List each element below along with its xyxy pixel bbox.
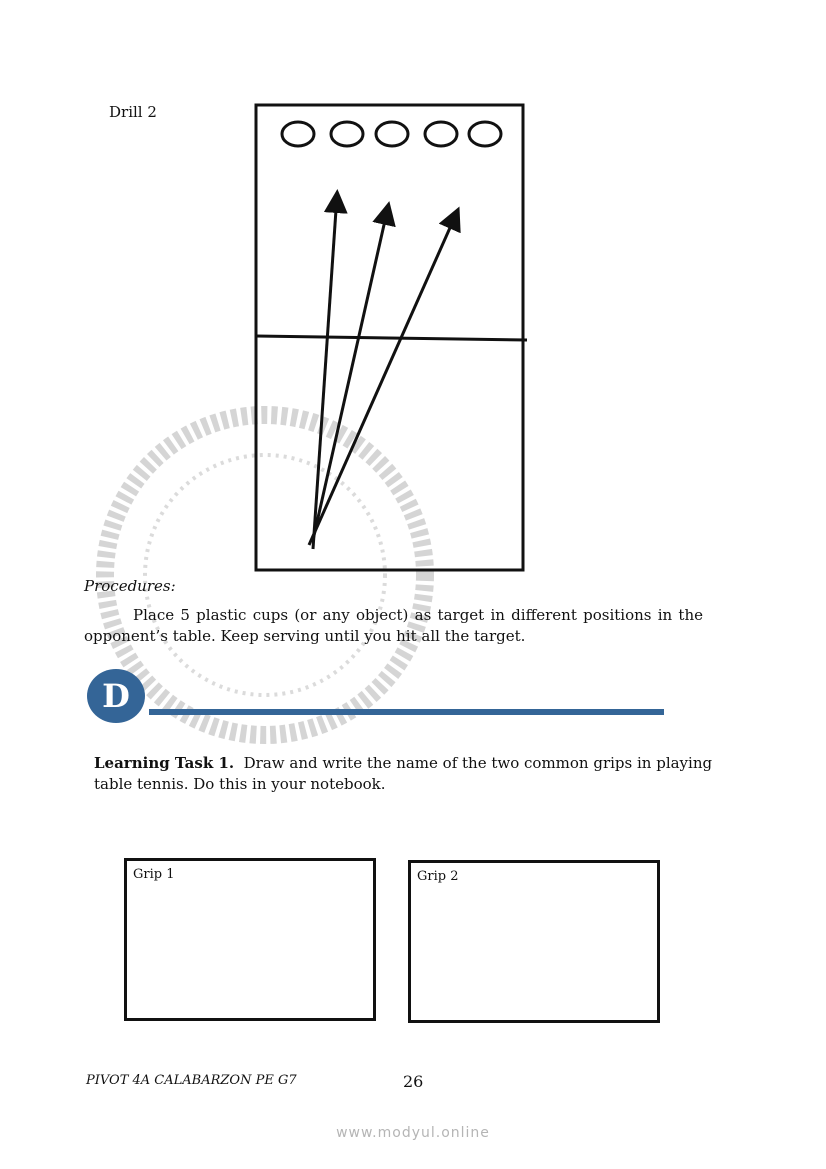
section-rule xyxy=(149,709,664,715)
cup-target xyxy=(282,122,314,146)
net-line xyxy=(256,336,527,340)
drill-label: Drill 2 xyxy=(109,103,157,121)
procedures-title: Procedures: xyxy=(84,577,176,595)
page-number: 26 xyxy=(403,1072,424,1091)
footer-title: PIVOT 4A CALABARZON PE G7 xyxy=(86,1073,297,1088)
cup-target xyxy=(425,122,457,146)
grip-label-1: Grip 1 xyxy=(133,867,175,882)
learning-task-text: Draw and write the name of the two common grips in playing table tennis. Do this in your notebook. xyxy=(94,754,713,793)
procedures-text: Place 5 plastic cups (or any object) as target in different positions in the opponent’s table. Keep serving until you hit all the target. xyxy=(84,606,703,645)
grip-box-2 xyxy=(408,860,660,1023)
learning-task xyxy=(94,753,714,795)
cup-target xyxy=(376,122,408,146)
grip-label-2: Grip 2 xyxy=(417,869,459,884)
learning-task-title: Learning Task 1. xyxy=(94,754,235,772)
cup-target xyxy=(469,122,501,146)
grip-box-1 xyxy=(124,858,376,1021)
section-badge: D xyxy=(87,669,145,723)
site-watermark: www.modyul.online xyxy=(336,1125,490,1141)
cup-target xyxy=(331,122,363,146)
serve-arrow xyxy=(313,195,337,549)
